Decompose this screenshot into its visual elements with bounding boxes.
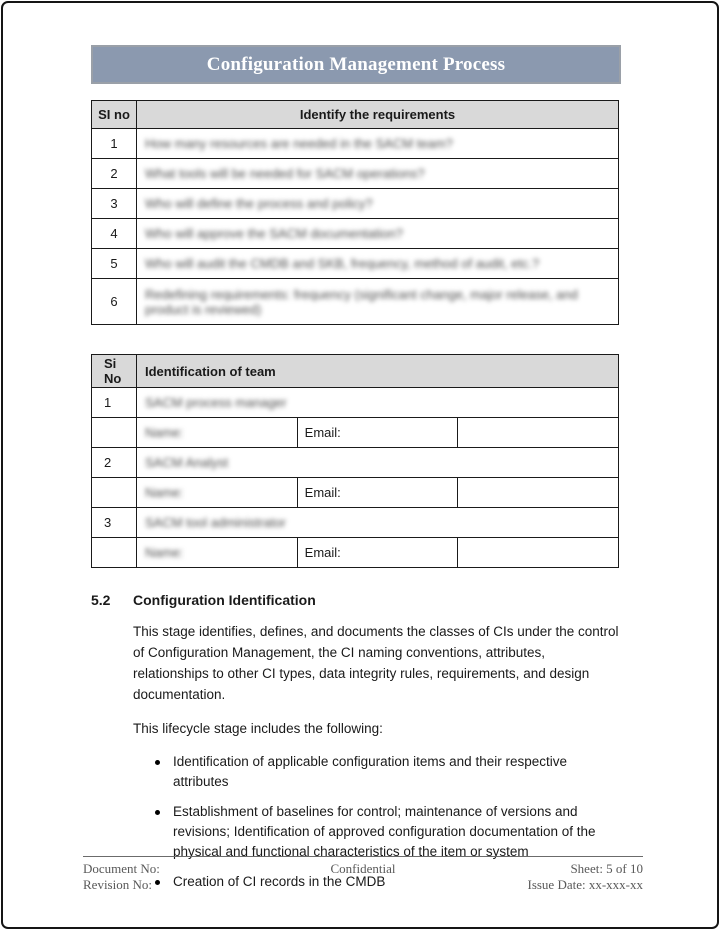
bullet-icon bbox=[155, 760, 160, 765]
redacted-text: SACM tool administrator bbox=[145, 515, 286, 530]
row-number: 5 bbox=[92, 249, 137, 279]
requirements-col-sino: SI no bbox=[92, 101, 137, 129]
table-row bbox=[92, 538, 619, 568]
bullet-text: Creation of CI records in the CMDB bbox=[173, 874, 386, 889]
section-paragraph: This stage identifies, defines, and documents the classes of CIs under the control of Configuration Management, the CI naming conventions, attributes, relationships to other CI types, data integrity rules, requirements, and design documentation. bbox=[133, 624, 619, 702]
row-number: 3 bbox=[92, 189, 137, 219]
row-number: 1 bbox=[92, 129, 137, 159]
redacted-text: How many resources are needed in the SACM team? bbox=[145, 136, 453, 151]
requirement-cell bbox=[137, 219, 619, 249]
row-number: 3 bbox=[92, 508, 137, 538]
email-label: Email: bbox=[297, 478, 458, 508]
redacted-text: Name: bbox=[145, 545, 184, 560]
issue-date: Issue Date: xx-xxx-xx bbox=[527, 876, 644, 892]
confidential-label: Confidential bbox=[330, 861, 396, 876]
team-table bbox=[91, 354, 619, 568]
row-number: 2 bbox=[92, 448, 137, 478]
document-page bbox=[1, 1, 719, 929]
redacted-text: Name: bbox=[145, 425, 184, 440]
requirements-table bbox=[91, 100, 619, 325]
redacted-text: Who will audit the CMDB and SKB, frequency, method of audit, etc.? bbox=[145, 256, 540, 271]
row-number: 2 bbox=[92, 159, 137, 189]
requirement-cell bbox=[137, 249, 619, 279]
role-cell bbox=[137, 388, 619, 418]
redacted-text: Who will define the process and policy? bbox=[145, 196, 373, 211]
document-title-banner bbox=[91, 45, 621, 84]
requirement-cell bbox=[137, 159, 619, 189]
email-value-field[interactable] bbox=[458, 538, 619, 568]
redacted-text: SACM Analyst bbox=[145, 455, 229, 470]
role-cell bbox=[137, 508, 619, 538]
empty-cell bbox=[92, 478, 137, 508]
redacted-text: SACM process manager bbox=[145, 395, 287, 410]
team-col-title: Identification of team bbox=[137, 355, 619, 388]
table-row bbox=[92, 279, 619, 325]
empty-cell bbox=[92, 418, 137, 448]
row-number: 6 bbox=[92, 279, 137, 325]
row-number: 4 bbox=[92, 219, 137, 249]
requirement-cell bbox=[137, 189, 619, 219]
list-item bbox=[133, 802, 621, 862]
bullet-text: Establishment of baselines for control; maintenance of versions and revisions; Identification of approved configuration documentation of the physical and functional characteristics of the item or system bbox=[173, 804, 596, 859]
requirement-cell bbox=[137, 129, 619, 159]
redacted-text: What tools will be needed for SACM operations? bbox=[145, 166, 425, 181]
redacted-text: Redefining requirements: frequency (significant change, major release, and product is reviewed) bbox=[145, 286, 578, 317]
requirements-col-title: Identify the requirements bbox=[137, 101, 619, 129]
role-cell bbox=[137, 448, 619, 478]
table-row bbox=[92, 189, 619, 219]
bullet-text: Identification of applicable configuration items and their respective attributes bbox=[173, 754, 567, 789]
table-row bbox=[92, 448, 619, 478]
table-row bbox=[92, 388, 619, 418]
document-title: Configuration Management Process bbox=[206, 53, 506, 75]
email-label: Email: bbox=[297, 538, 458, 568]
table-row bbox=[92, 508, 619, 538]
document-no-label: Document No: bbox=[83, 861, 160, 876]
page-footer bbox=[83, 856, 643, 892]
section-title: Configuration Identification bbox=[133, 592, 316, 608]
table-row bbox=[92, 159, 619, 189]
requirements-header-row bbox=[92, 101, 619, 129]
table-row bbox=[92, 219, 619, 249]
email-value-field[interactable] bbox=[458, 478, 619, 508]
email-value-field[interactable] bbox=[458, 418, 619, 448]
section-body bbox=[133, 621, 621, 892]
sheet-number: Sheet: 5 of 10 bbox=[570, 861, 644, 876]
table-row bbox=[92, 418, 619, 448]
footer-left bbox=[83, 861, 270, 892]
list-item bbox=[133, 752, 621, 792]
section-paragraph: This lifecycle stage includes the following: bbox=[133, 721, 383, 736]
row-number: 1 bbox=[92, 388, 137, 418]
section-heading bbox=[91, 592, 621, 608]
team-col-sino: Si No bbox=[92, 355, 137, 388]
empty-cell bbox=[92, 538, 137, 568]
section-number: 5.2 bbox=[91, 592, 111, 608]
table-row bbox=[92, 249, 619, 279]
team-header-row bbox=[92, 355, 619, 388]
footer-right bbox=[456, 861, 643, 892]
table-row bbox=[92, 129, 619, 159]
name-cell[interactable] bbox=[137, 538, 298, 568]
email-label: Email: bbox=[297, 418, 458, 448]
name-cell[interactable] bbox=[137, 418, 298, 448]
redacted-text: Name: bbox=[145, 485, 184, 500]
redacted-text: Who will approve the SACM documentation? bbox=[145, 226, 403, 241]
bullet-icon bbox=[155, 810, 160, 815]
table-row bbox=[92, 478, 619, 508]
revision-no-label: Revision No: bbox=[83, 876, 152, 892]
name-cell[interactable] bbox=[137, 478, 298, 508]
requirement-cell bbox=[137, 279, 619, 325]
